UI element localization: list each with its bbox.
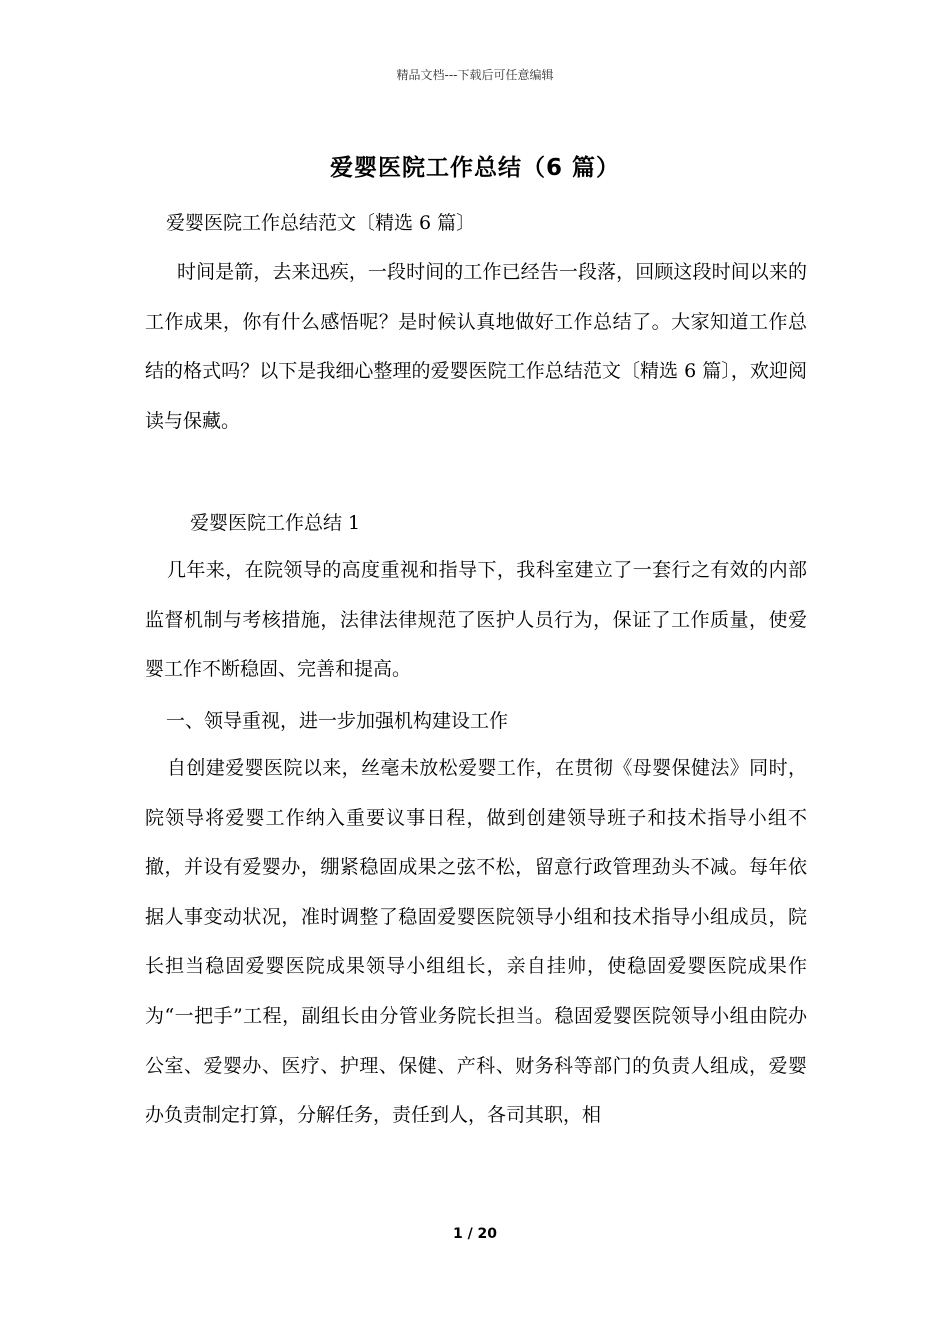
- header-note: 精品文档---下载后可任意编辑: [396, 68, 554, 82]
- section-heading: 爱婴医院工作总结 1: [190, 512, 361, 534]
- sub-heading: 一、领导重视，进一步加强机构建设工作: [166, 710, 509, 732]
- section-paragraph: 几年来，在院领导的高度重视和指导下，我科室建立了一套行之有效的内部监督机制与考核措施，法律法律规范了医护人员行为，保证了工作质量，使爱婴工作不断稳固、完善和提高。: [145, 559, 807, 681]
- section-paragraph-2: 自创建爱婴医院以来，丝毫未放松爱婴工作，在贯彻《母婴保健法》同时，院领导将爱婴工作纳入重要议事日程，做到创建领导班子和技术指导小组不撤，并设有爱婴办，绷紧稳固成果之弦不松，留意行政管理劲头不减。每年依据人事变动状况，准时调整了稳固爱婴医院领导小组和技术指导小组成员，院长担当稳固爱婴医院成果领导小组组长，亲自挂帅，使稳固爱婴医院成果作为“一把手”工程，副组长由分管业务院长担当。稳固爱婴医院领导小组由院办公室、爱婴办、医疗、护理、保健、产科、财务科等部门的负责人组成，爱婴办负责制定打算，分解任务，责任到人，各司其职，相: [145, 757, 807, 1127]
- document-subtitle: 爱婴医院工作总结范文〔精选 6 篇〕: [166, 212, 476, 234]
- document-title: 爱婴医院工作总结（6 篇）: [329, 155, 620, 181]
- intro-paragraph: 时间是箭，去来迅疾，一段时间的工作已经告一段落，回顾这段时间以来的工作成果，你有什么感悟呢？是时候认真地做好工作总结了。大家知道工作总结的格式吗？以下是我细心整理的爱婴医院工作总结范文〔精选 6 篇〕，欢迎阅读与保藏。: [145, 261, 807, 432]
- page-number: 1 / 20: [452, 1226, 498, 1242]
